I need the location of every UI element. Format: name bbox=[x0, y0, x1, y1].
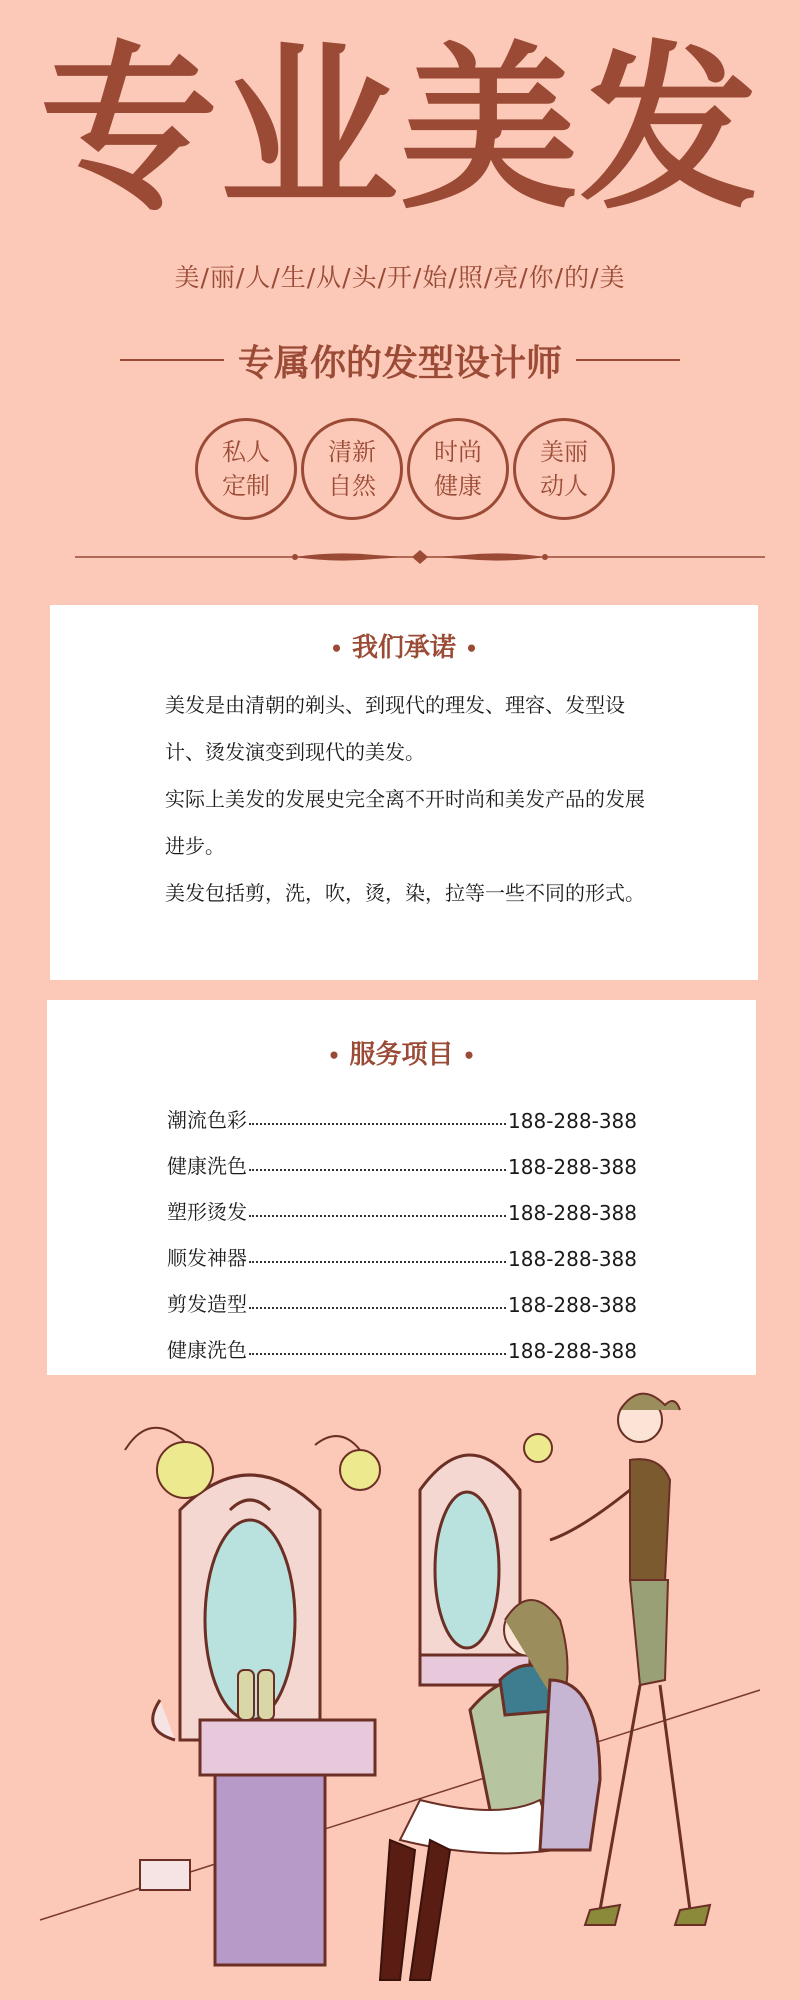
service-item bbox=[167, 1087, 637, 1133]
page-title: 专业美发 bbox=[40, 26, 760, 233]
dot-leader bbox=[249, 1261, 506, 1263]
service-phone: 188-288-388 bbox=[508, 1109, 637, 1133]
service-phone: 188-288-388 bbox=[508, 1155, 637, 1179]
bullet-icon: • bbox=[462, 1043, 476, 1068]
designer-banner bbox=[120, 335, 680, 385]
feature-badges bbox=[195, 418, 615, 520]
badge-line-2: 自然 bbox=[328, 472, 376, 500]
ornament-divider bbox=[75, 545, 765, 569]
services-list bbox=[167, 1087, 637, 1363]
service-item bbox=[167, 1317, 637, 1363]
divider-line bbox=[120, 359, 224, 361]
feature-badge bbox=[407, 418, 509, 520]
promise-title: 我们承诺 bbox=[351, 633, 456, 663]
services-card bbox=[47, 1000, 756, 1375]
salon-illustration bbox=[0, 1380, 800, 2000]
promise-heading bbox=[50, 627, 758, 664]
service-name: 健康洗色 bbox=[167, 1154, 247, 1178]
dot-leader bbox=[249, 1169, 506, 1171]
badge-line-1: 私人 bbox=[222, 438, 270, 466]
service-phone: 188-288-388 bbox=[508, 1293, 637, 1317]
service-item bbox=[167, 1179, 637, 1225]
dot-leader bbox=[249, 1353, 506, 1355]
badge-line-1: 美丽 bbox=[540, 438, 588, 466]
feature-badge bbox=[513, 418, 615, 520]
service-name: 剪发造型 bbox=[167, 1292, 247, 1316]
dot-leader bbox=[249, 1307, 506, 1309]
dot-leader bbox=[249, 1215, 506, 1217]
bullet-icon: • bbox=[465, 636, 478, 661]
bullet-icon: • bbox=[330, 636, 343, 661]
service-name: 健康洗色 bbox=[167, 1338, 247, 1362]
badge-line-2: 动人 bbox=[540, 472, 588, 500]
service-name: 顺发神器 bbox=[167, 1246, 247, 1270]
services-heading bbox=[47, 1034, 756, 1071]
service-item bbox=[167, 1133, 637, 1179]
service-name: 潮流色彩 bbox=[167, 1108, 247, 1132]
feature-badge bbox=[301, 418, 403, 520]
badge-line-1: 清新 bbox=[328, 438, 376, 466]
service-item bbox=[167, 1271, 637, 1317]
promise-text bbox=[165, 682, 645, 917]
service-phone: 188-288-388 bbox=[508, 1339, 637, 1363]
promise-paragraph: 美发是由清朝的剃头、到现代的理发、理容、发型设计、烫发演变到现代的美发。 bbox=[165, 693, 625, 764]
badge-line-1: 时尚 bbox=[434, 438, 482, 466]
services-title: 服务项目 bbox=[349, 1040, 454, 1070]
bullet-icon: • bbox=[327, 1043, 341, 1068]
promise-card bbox=[50, 605, 758, 980]
subtitle: 美/丽/人/生/从/头/开/始/照/亮/你/的/美 bbox=[174, 263, 626, 292]
badge-line-2: 健康 bbox=[434, 472, 482, 500]
service-item bbox=[167, 1225, 637, 1271]
badge-line-2: 定制 bbox=[222, 472, 270, 500]
dot-leader bbox=[249, 1123, 506, 1125]
divider-line bbox=[576, 359, 680, 361]
service-phone: 188-288-388 bbox=[508, 1201, 637, 1225]
wall-outlet-icon bbox=[140, 1860, 190, 1890]
designer-banner-text: 专属你的发型设计师 bbox=[238, 342, 563, 384]
service-name: 塑形烫发 bbox=[167, 1200, 247, 1224]
promise-paragraph: 实际上美发的发展史完全离不开时尚和美发产品的发展进步。 bbox=[165, 787, 645, 858]
promise-paragraph: 美发包括剪，洗，吹，烫，染，拉等一些不同的形式。 bbox=[165, 881, 645, 905]
service-phone: 188-288-388 bbox=[508, 1247, 637, 1271]
feature-badge bbox=[195, 418, 297, 520]
